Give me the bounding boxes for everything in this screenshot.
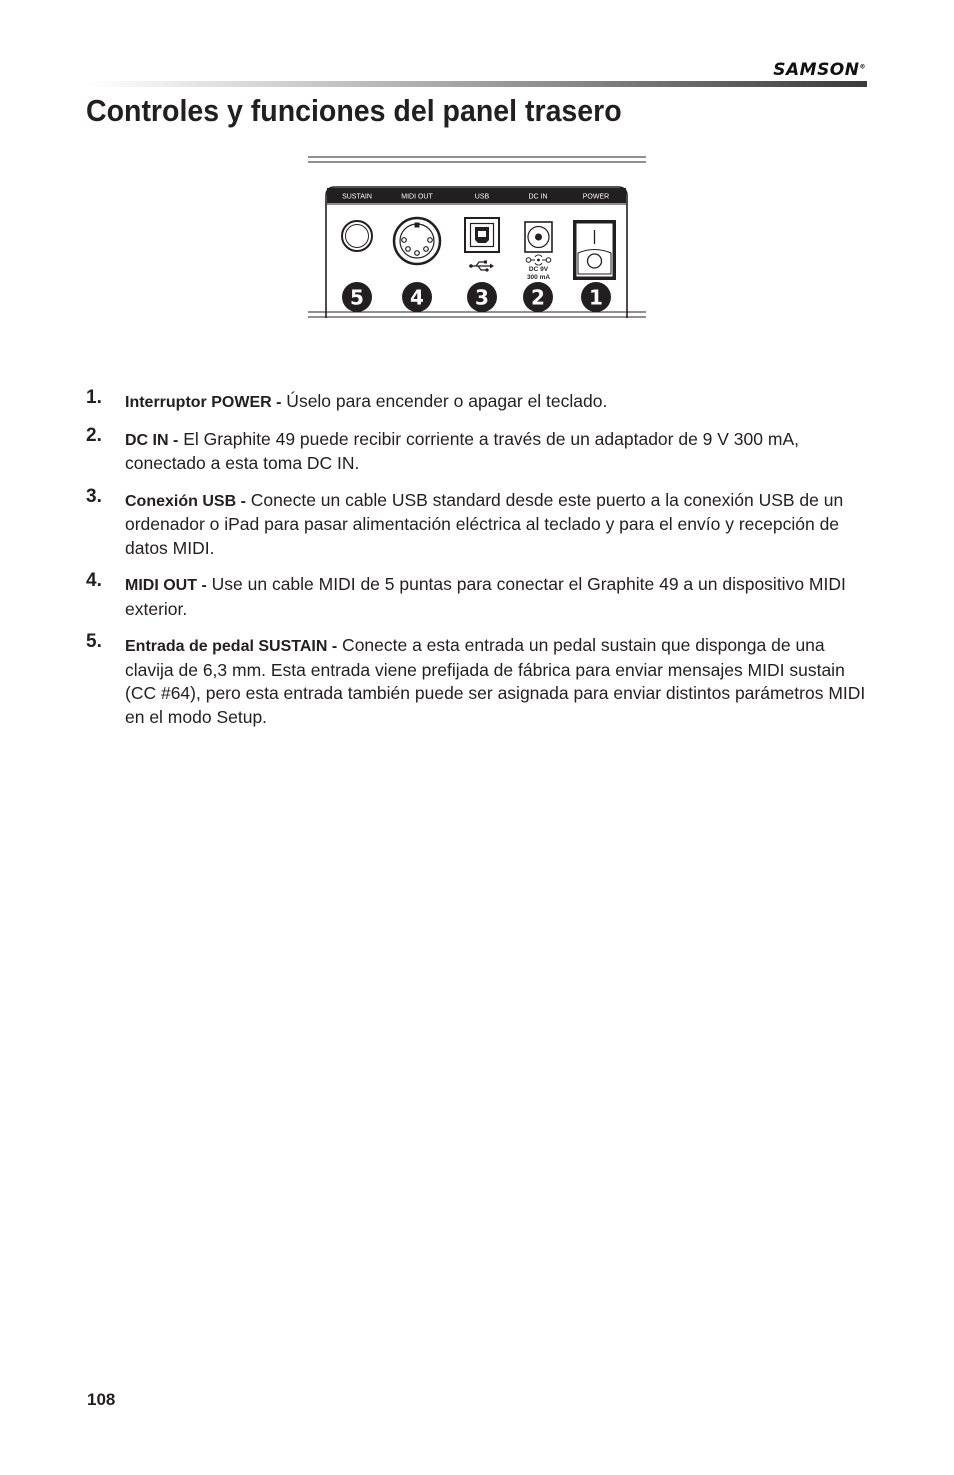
item-term: MIDI OUT - [125,577,207,594]
control-descriptions-list [86,387,876,742]
dc-rating-current: 300 mA [526,274,551,281]
item-number: 5. [86,631,102,652]
callout-3: 3 [475,285,489,310]
label-dc-in: DC IN [528,193,548,201]
label-usb: USB [474,193,490,201]
dc-polarity-icon [526,255,551,265]
usb-symbol-icon [469,261,494,272]
dc-rating-voltage: DC 9V [528,266,549,273]
item-text: El Graphite 49 puede recibir corriente a través de un adaptador de 9 V 300 mA, conectado a esta toma DC IN. [125,428,799,473]
item-number: 4. [86,570,102,591]
page-number: 108 [87,1390,116,1409]
item-text: Úselo para encender o apagar el teclado. [281,391,608,411]
usb-port-icon [465,218,499,252]
callout-4: 4 [410,285,424,310]
item-term: DC IN - [125,431,179,449]
list-item-sustain [86,631,876,729]
item-number: 2. [86,424,102,446]
item-term: Conexión USB - [125,492,246,510]
label-sustain: SUSTAIN [342,193,372,201]
item-text: Conecte un cable USB standard desde este puerto a la conexión USB de un ordenador o iPad para pasar alimentación eléctrica al teclado y para el envío y recepción de datos MIDI. [125,489,844,558]
item-number: 3. [86,485,102,507]
sustain-jack-icon [342,221,372,251]
list-item-usb [86,485,876,561]
list-item-power [86,387,876,415]
label-power: POWER [582,193,610,201]
label-midi-out: MIDI OUT [401,193,433,201]
item-number: 1. [86,387,102,408]
brand-logo: SAMSON® [773,60,866,80]
item-term: Interruptor POWER - [125,394,282,411]
callout-1: 1 [589,285,603,310]
header-rule [88,81,867,87]
rear-panel-diagram [306,154,648,324]
callout-5: 5 [350,285,364,310]
item-text: Conecte a esta entrada un pedal sustain que disponga de una clavija de 6,3 mm. Esta entrada viene prefijada de fábrica para enviar mensajes MIDI sustain (CC #64), pero esta entrada también puede ser asignada para enviar distintos parámetros MIDI en el modo Setup. [125,635,866,727]
dc-jack-icon [525,222,552,252]
item-text: Use un cable MIDI de 5 puntas para conectar el Graphite 49 a un dispositivo MIDI exterior. [125,574,846,619]
item-term: Entrada de pedal SUSTAIN - [125,638,338,655]
midi-din-icon [394,218,440,264]
list-item-dc-in [86,424,876,476]
page-title: Controles y funciones del panel trasero [86,93,622,128]
power-switch-icon [573,220,616,280]
callout-2: 2 [531,285,545,310]
list-item-midi-out [86,570,876,621]
